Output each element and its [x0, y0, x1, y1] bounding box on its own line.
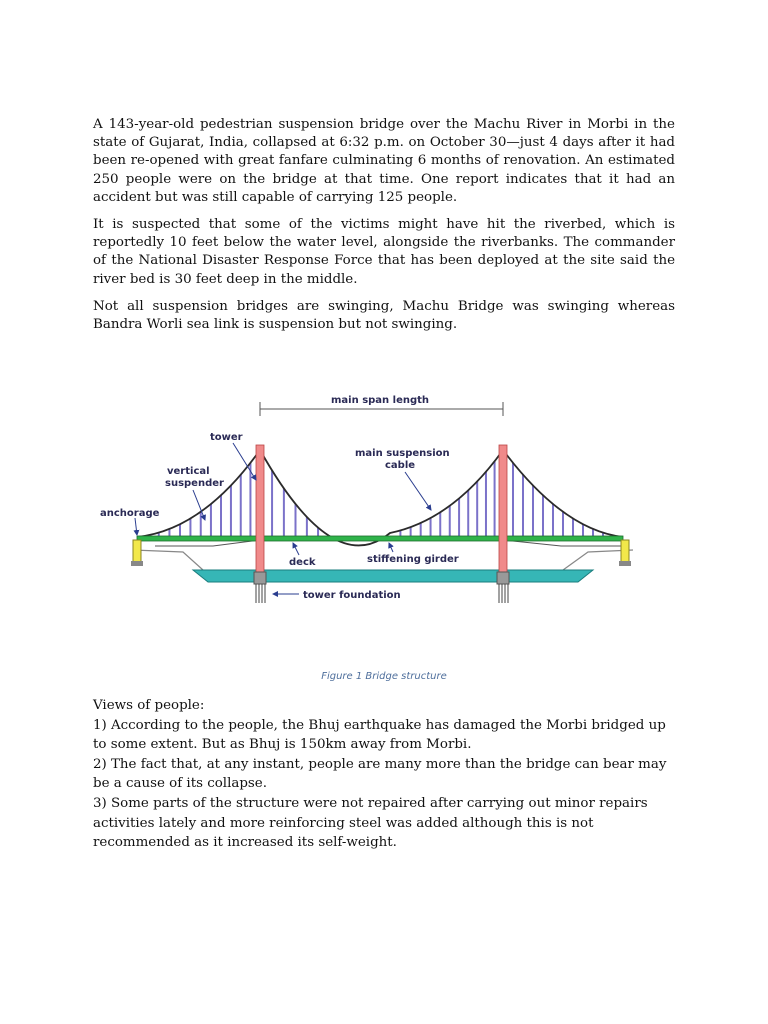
label-cable-1: main suspension — [355, 448, 450, 459]
label-vertical-1: vertical — [167, 466, 210, 477]
main-cable — [137, 450, 623, 545]
deck — [137, 536, 623, 541]
anchorage-right — [621, 540, 629, 562]
body-text — [93, 116, 675, 334]
paragraph-riverbed: It is suspected that some of the victims might have hit the riverbed, which is reportedly 10 feet below the water level, alongside the riverbanks. The commander of the National Disaster Response Force that has been deployed at the site said the river bed is 30 feet deep in the middle. — [93, 217, 675, 287]
label-main-span: main span length — [331, 395, 430, 406]
paragraph-swinging: Not all suspension bridges are swinging, Machu Bridge was swinging whereas Bandra Worli sea link is suspension but not swinging. — [93, 298, 675, 333]
bridge-diagram — [93, 380, 653, 610]
label-foundation: tower foundation — [303, 590, 401, 601]
label-cable-2: cable — [385, 460, 416, 471]
anchorage-left — [133, 540, 141, 562]
foundation-right — [497, 572, 509, 584]
figure-caption: Figure 1 Bridge structure — [321, 671, 447, 682]
tower-left — [256, 445, 264, 573]
paragraph-intro: A 143-year-old pedestrian suspension bridge over the Machu River in Morbi in the state of Gujarat, India, collapsed at 6:32 p.m. on October 30—just 4 days after it had been re-opened with great fanfare culminating 6 months of renovation. An estimated 250 people were on the bridge at that time. One report indicates that it had an accident but was still capable of carrying 125 people. — [93, 117, 675, 205]
vertical-suspenders — [159, 461, 603, 536]
view-item-1: 1) According to the people, the Bhuj earthquake has damaged the Morbi bridged up to some extent. But as Bhuj is 150km away from Morbi. — [93, 717, 666, 753]
tower-right — [499, 445, 507, 573]
label-deck: deck — [289, 557, 316, 568]
label-girder: stiffening girder — [367, 554, 459, 565]
views-heading: Views of people: — [93, 698, 205, 713]
view-item-2: 2) The fact that, at any instant, people are many more than the bridge can bear may be a cause of its collapse. — [93, 756, 667, 792]
water — [193, 570, 593, 582]
label-vertical-2: suspender — [165, 478, 224, 489]
label-anchorage: anchorage — [100, 508, 160, 519]
label-tower: tower — [210, 432, 243, 443]
views-section — [93, 696, 675, 853]
foundation-left — [254, 572, 266, 584]
view-item-3: 3) Some parts of the structure were not repaired after carrying out minor repairs activities lately and more reinforcing steel was added although this is not recommended as it increased its self-weight. — [93, 795, 648, 851]
